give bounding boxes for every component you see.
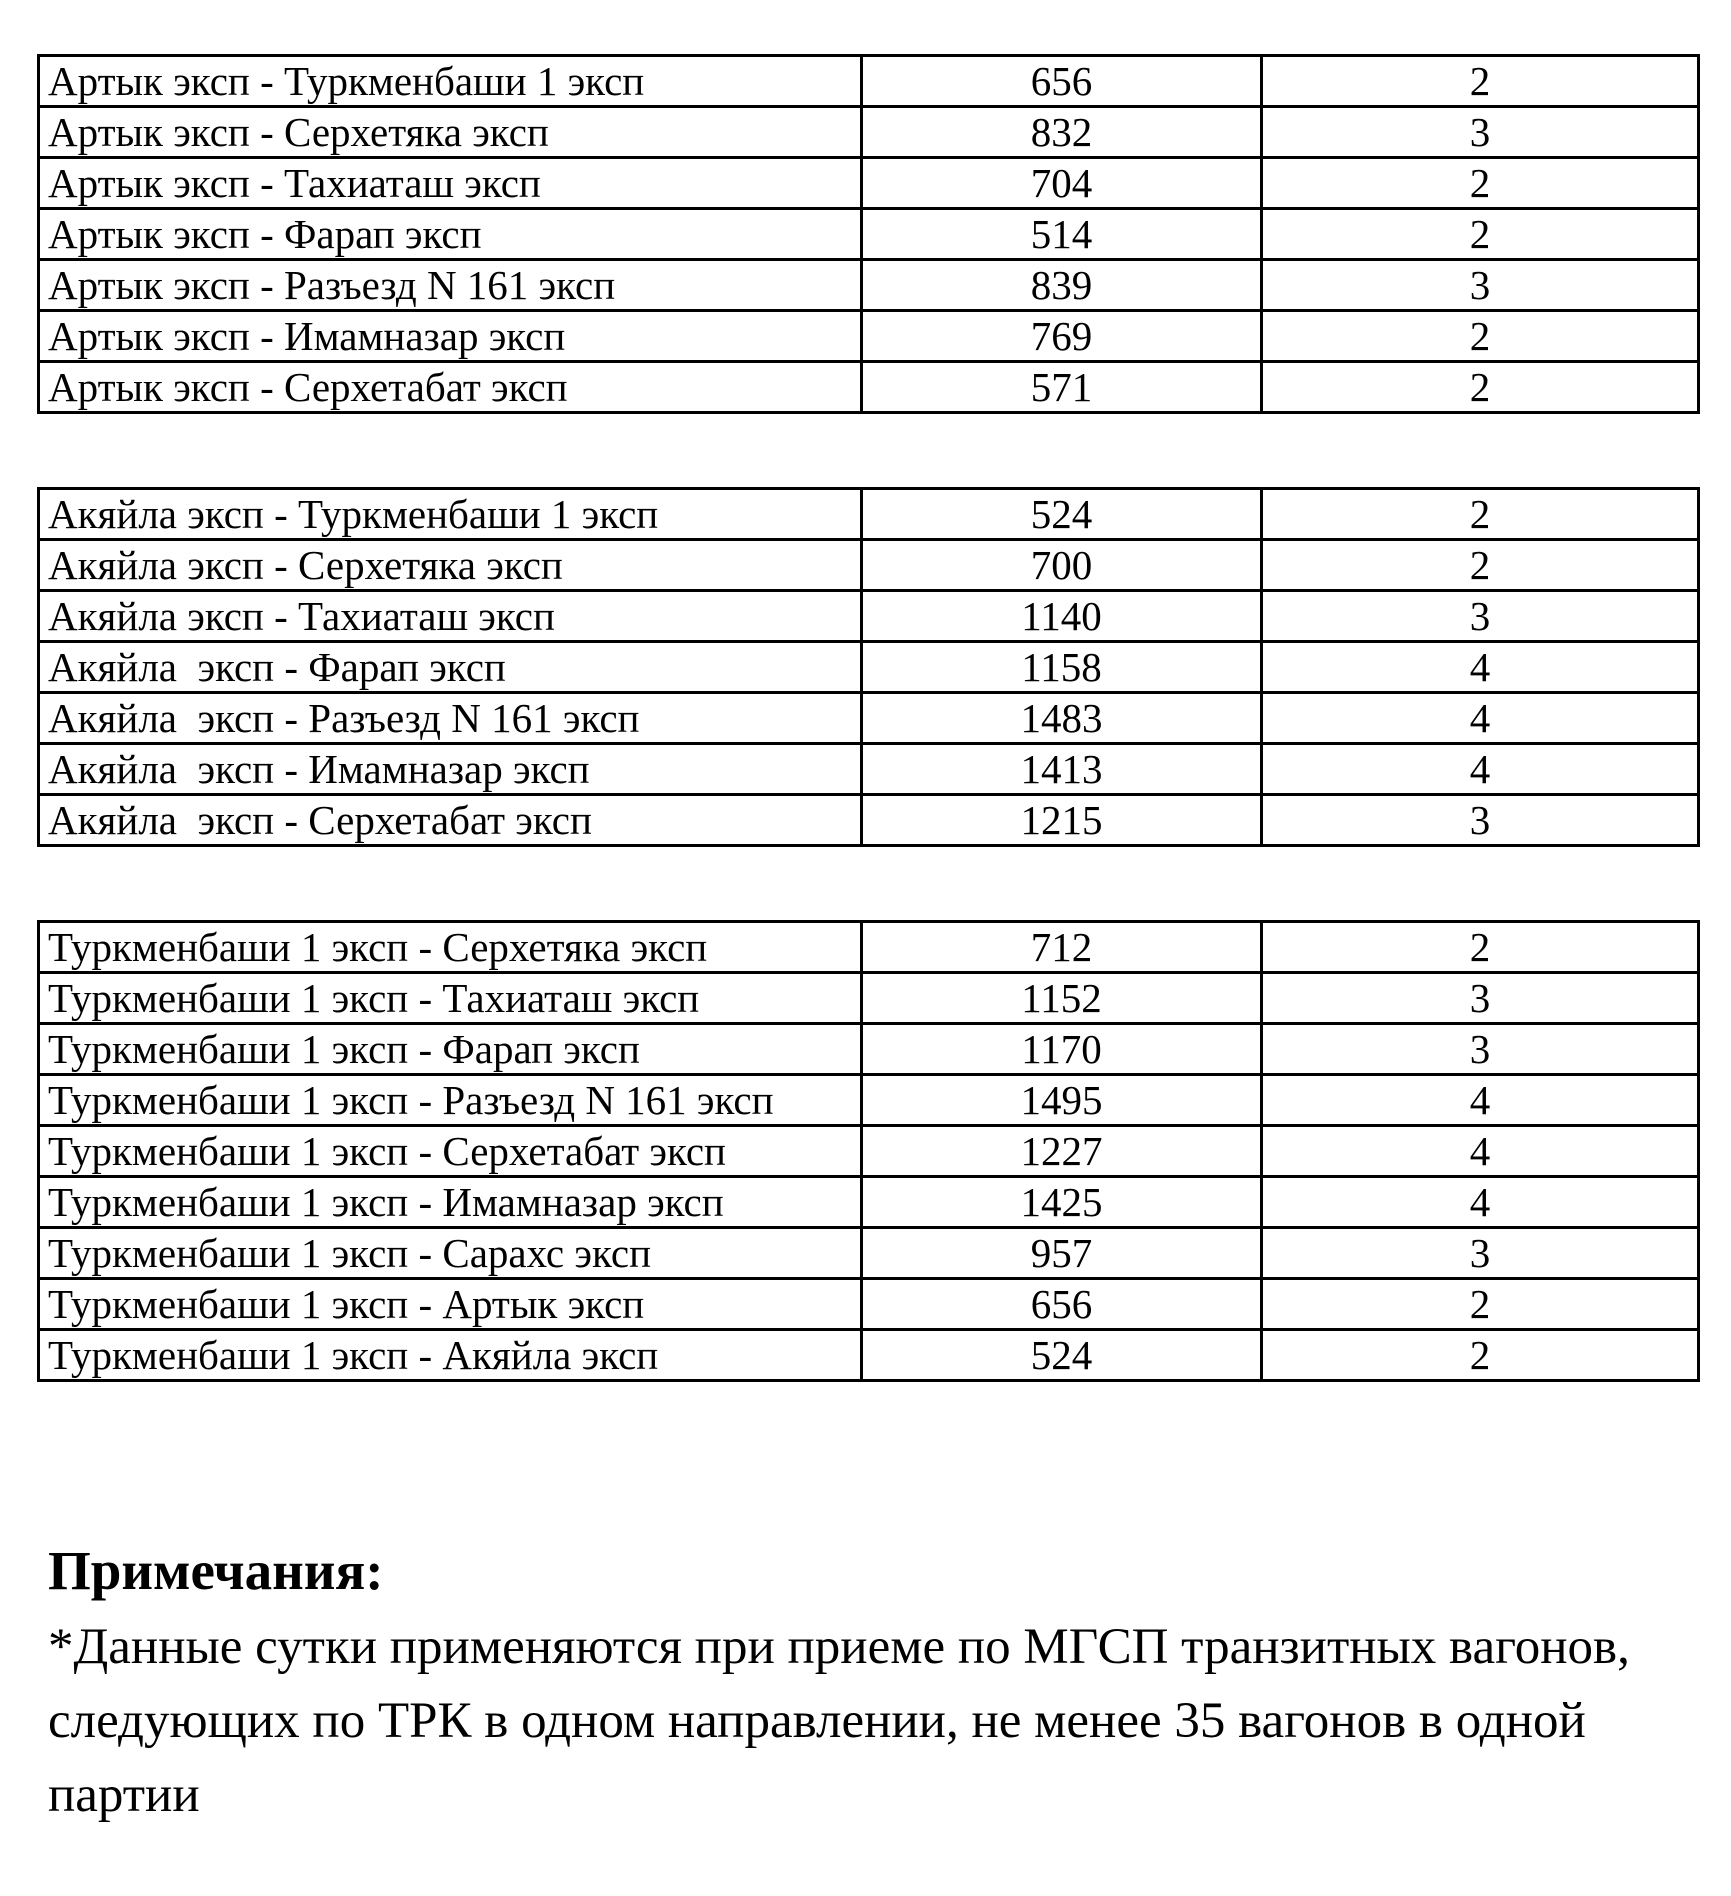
days-cell: 4 [1262, 1075, 1699, 1126]
route-cell: Туркменбаши 1 эксп - Серхетабат эксп [39, 1126, 862, 1177]
days-cell: 3 [1262, 795, 1699, 846]
table-row [39, 1024, 1699, 1075]
days-cell: 2 [1262, 1279, 1699, 1330]
route-cell: Артык эксп - Имамназар эксп [39, 311, 862, 362]
distance-cell: 1215 [862, 795, 1262, 846]
route-cell: Акяйла эксп - Имамназар эксп [39, 744, 862, 795]
route-cell: Артык эксп - Разъезд N 161 эксп [39, 260, 862, 311]
notes-title: Примечания: [48, 1540, 384, 1601]
distance-cell: 1495 [862, 1075, 1262, 1126]
table-row [39, 1177, 1699, 1228]
route-table-akyayla [37, 487, 1700, 847]
distance-cell: 656 [862, 56, 1262, 107]
days-cell: 4 [1262, 744, 1699, 795]
notes-section [48, 1538, 1688, 1832]
days-cell: 3 [1262, 1228, 1699, 1279]
table-row [39, 56, 1699, 107]
table-row [39, 1330, 1699, 1381]
days-cell: 4 [1262, 642, 1699, 693]
table-row [39, 489, 1699, 540]
route-cell: Туркменбаши 1 эксп - Сарахс эксп [39, 1228, 862, 1279]
route-cell: Туркменбаши 1 эксп - Тахиаташ эксп [39, 973, 862, 1024]
days-cell: 2 [1262, 540, 1699, 591]
distance-cell: 832 [862, 107, 1262, 158]
table-row [39, 311, 1699, 362]
distance-cell: 1170 [862, 1024, 1262, 1075]
route-cell: Акяйла эксп - Туркменбаши 1 эксп [39, 489, 862, 540]
table-row [39, 795, 1699, 846]
table-row [39, 1075, 1699, 1126]
table-row [39, 1228, 1699, 1279]
route-cell: Туркменбаши 1 эксп - Имамназар эксп [39, 1177, 862, 1228]
distance-cell: 700 [862, 540, 1262, 591]
table-row [39, 973, 1699, 1024]
distance-cell: 1483 [862, 693, 1262, 744]
distance-cell: 839 [862, 260, 1262, 311]
days-cell: 2 [1262, 311, 1699, 362]
days-cell: 3 [1262, 260, 1699, 311]
route-cell: Туркменбаши 1 эксп - Артык эксп [39, 1279, 862, 1330]
table-row [39, 362, 1699, 413]
distance-cell: 1227 [862, 1126, 1262, 1177]
days-cell: 3 [1262, 591, 1699, 642]
distance-cell: 957 [862, 1228, 1262, 1279]
route-cell: Туркменбаши 1 эксп - Фарап эксп [39, 1024, 862, 1075]
table-row [39, 260, 1699, 311]
table-body [39, 922, 1699, 1381]
days-cell: 3 [1262, 107, 1699, 158]
route-cell: Акяйла эксп - Серхетяка эксп [39, 540, 862, 591]
route-cell: Артык эксп - Серхетабат эксп [39, 362, 862, 413]
days-cell: 2 [1262, 158, 1699, 209]
distance-cell: 1158 [862, 642, 1262, 693]
days-cell: 2 [1262, 1330, 1699, 1381]
route-cell: Туркменбаши 1 эксп - Акяйла эксп [39, 1330, 862, 1381]
table-row [39, 1126, 1699, 1177]
distance-cell: 514 [862, 209, 1262, 260]
distance-cell: 769 [862, 311, 1262, 362]
days-cell: 2 [1262, 362, 1699, 413]
days-cell: 3 [1262, 1024, 1699, 1075]
route-cell: Туркменбаши 1 эксп - Серхетяка эксп [39, 922, 862, 973]
route-cell: Акяйла эксп - Разъезд N 161 эксп [39, 693, 862, 744]
route-table-artyk [37, 54, 1700, 414]
distance-cell: 524 [862, 1330, 1262, 1381]
days-cell: 4 [1262, 693, 1699, 744]
table-row [39, 642, 1699, 693]
table-row [39, 540, 1699, 591]
table-row [39, 591, 1699, 642]
distance-cell: 1152 [862, 973, 1262, 1024]
route-cell: Акяйла эксп - Фарап эксп [39, 642, 862, 693]
table-row [39, 158, 1699, 209]
notes-text: *Данные сутки применяются при приеме по МГСП транзитных вагонов, следующих по ТРК в одном направлении, не менее 35 вагонов в одной партии [48, 1619, 1630, 1823]
route-cell: Артык эксп - Серхетяка эксп [39, 107, 862, 158]
route-table-turkmenbashi [37, 920, 1700, 1382]
days-cell: 3 [1262, 973, 1699, 1024]
route-cell: Туркменбаши 1 эксп - Разъезд N 161 эксп [39, 1075, 862, 1126]
table-body [39, 56, 1699, 413]
route-cell: Акяйла эксп - Тахиаташ эксп [39, 591, 862, 642]
route-cell: Артык эксп - Туркменбаши 1 эксп [39, 56, 862, 107]
distance-cell: 704 [862, 158, 1262, 209]
distance-cell: 1425 [862, 1177, 1262, 1228]
route-cell: Акяйла эксп - Серхетабат эксп [39, 795, 862, 846]
distance-cell: 712 [862, 922, 1262, 973]
table-row [39, 209, 1699, 260]
table-row [39, 922, 1699, 973]
table-row [39, 107, 1699, 158]
days-cell: 4 [1262, 1126, 1699, 1177]
distance-cell: 571 [862, 362, 1262, 413]
distance-cell: 656 [862, 1279, 1262, 1330]
table-body [39, 489, 1699, 846]
days-cell: 2 [1262, 209, 1699, 260]
table-row [39, 744, 1699, 795]
days-cell: 2 [1262, 489, 1699, 540]
days-cell: 4 [1262, 1177, 1699, 1228]
route-cell: Артык эксп - Тахиаташ эксп [39, 158, 862, 209]
distance-cell: 524 [862, 489, 1262, 540]
days-cell: 2 [1262, 922, 1699, 973]
table-row [39, 693, 1699, 744]
distance-cell: 1413 [862, 744, 1262, 795]
route-cell: Артык эксп - Фарап эксп [39, 209, 862, 260]
table-row [39, 1279, 1699, 1330]
days-cell: 2 [1262, 56, 1699, 107]
distance-cell: 1140 [862, 591, 1262, 642]
